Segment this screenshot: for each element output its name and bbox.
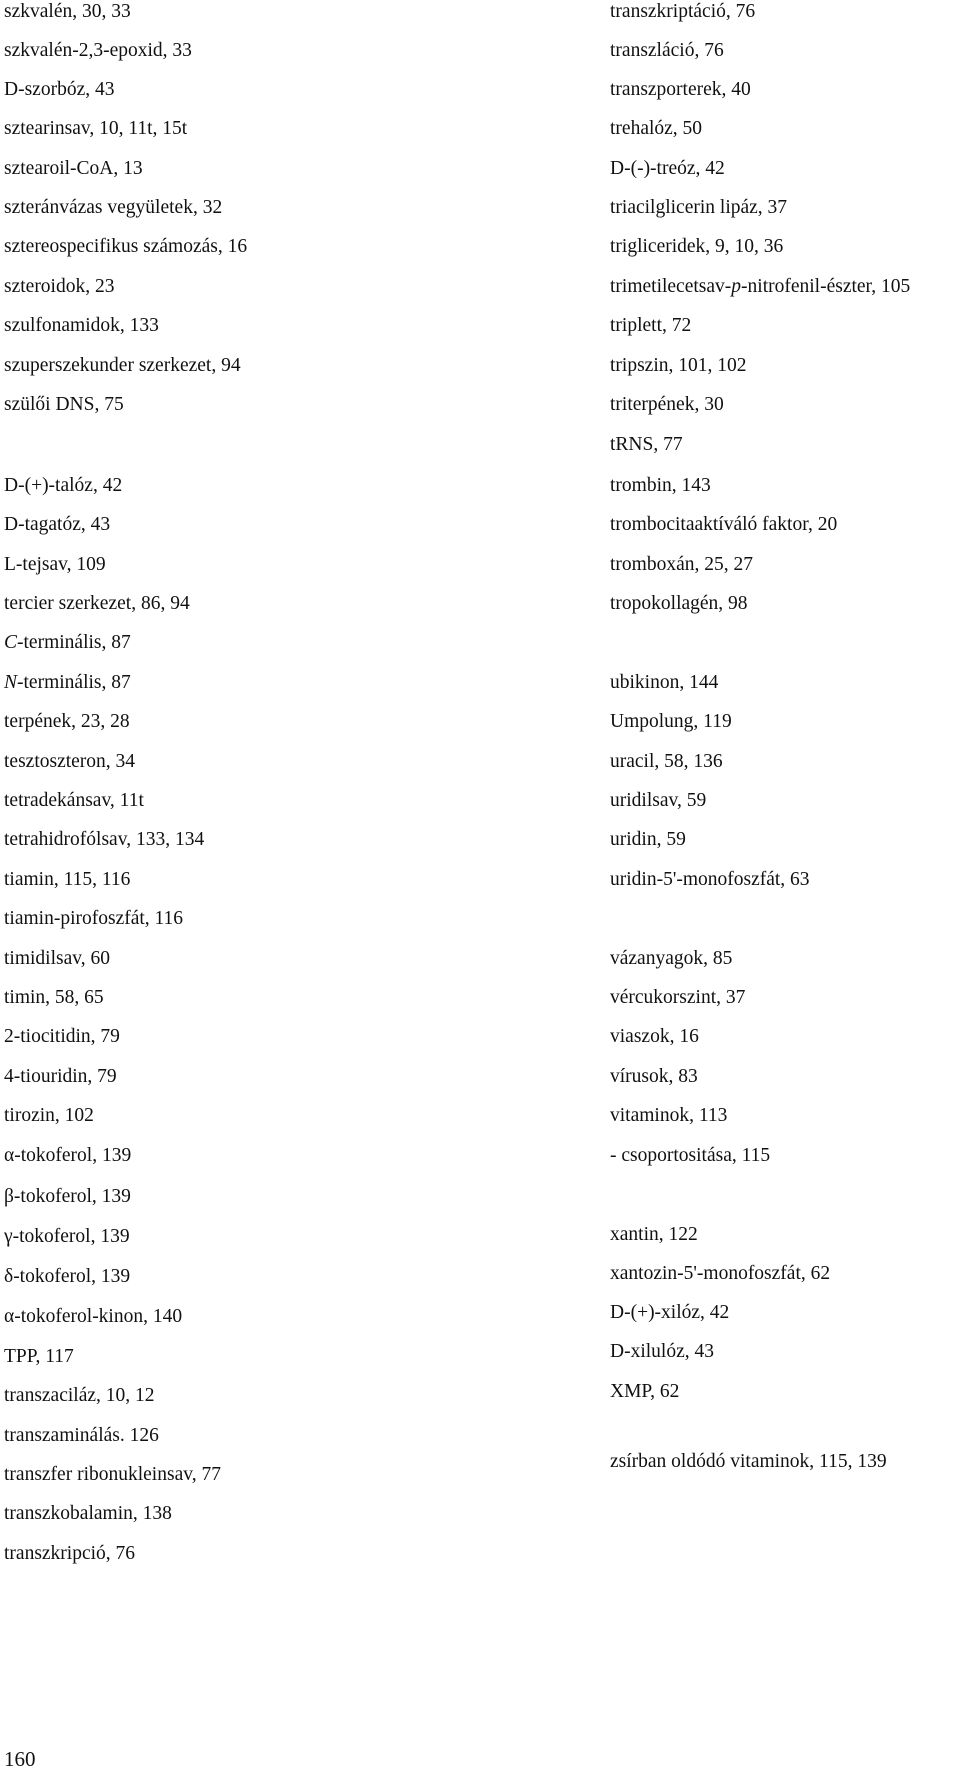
index-entry: transzláció, 76 (610, 40, 724, 61)
index-entry: D-szorbóz, 43 (4, 79, 115, 100)
index-entry: TPP, 117 (4, 1346, 74, 1367)
index-entry: 2-tiocitidin, 79 (4, 1026, 120, 1047)
index-entry: tropokollagén, 98 (610, 593, 748, 614)
index-entry: sztearinsav, 10, 11t, 15t (4, 118, 188, 139)
index-entry: sztearoil-CoA, 13 (4, 158, 143, 179)
italic-prefix: p (731, 276, 742, 297)
index-entry: tromboxán, 25, 27 (610, 554, 753, 575)
index-entry: tiamin-pirofoszfát, 116 (4, 908, 184, 929)
index-entry: tRNS, 77 (610, 434, 683, 455)
index-entry: szülői DNS, 75 (4, 394, 124, 415)
index-entry: szulfonamidok, 133 (4, 315, 159, 336)
index-entry: 4-tiouridin, 79 (4, 1066, 117, 1087)
index-entry: szteránvázas vegyületek, 32 (4, 197, 223, 218)
index-entry: transzaciláz, 10, 12 (4, 1385, 155, 1406)
index-entry: D-(-)-treóz, 42 (610, 158, 725, 179)
index-entry: Umpolung, 119 (610, 711, 732, 732)
index-entry: triplett, 72 (610, 315, 692, 336)
index-entry: triacilglicerin lipáz, 37 (610, 197, 788, 218)
index-entry: uracil, 58, 136 (610, 751, 723, 772)
index-entry: transzkripció, 76 (4, 1543, 136, 1564)
index-entry: tercier szerkezet, 86, 94 (4, 593, 190, 614)
index-entry: zsírban oldódó vitaminok, 115, 139 (610, 1451, 887, 1472)
index-entry: szkvalén-2,3-epoxid, 33 (4, 40, 192, 61)
index-entry: D-(+)-xilóz, 42 (610, 1302, 730, 1323)
index-entry: vitaminok, 113 (610, 1105, 728, 1126)
index-entry-trimetilecetsav: trimetilecetsav-p-nitrofenil-észter, 105 (610, 276, 911, 297)
index-entry: tiamin, 115, 116 (4, 869, 131, 890)
index-entry: tripszin, 101, 102 (610, 355, 747, 376)
index-entry-c-terminalis (4, 631, 131, 655)
italic-prefix: N (4, 672, 18, 693)
index-entry: γ-tokoferol, 139 (4, 1226, 130, 1247)
index-entry: ubikinon, 144 (610, 672, 719, 693)
index-entry: tetrahidrofólsav, 133, 134 (4, 829, 205, 850)
index-entry: tetradekánsav, 11t (4, 790, 144, 811)
index-entry: uridilsav, 59 (610, 790, 707, 811)
index-entry: trigliceridek, 9, 10, 36 (610, 236, 784, 257)
italic-prefix: C (4, 632, 18, 653)
index-entry: D-tagatóz, 43 (4, 514, 111, 535)
index-entry-n-terminalis (4, 671, 131, 695)
index-entry: xantozin-5'-monofoszfát, 62 (610, 1263, 831, 1284)
index-entry: uridin, 59 (610, 829, 686, 850)
page-number: 160 (4, 1747, 36, 1771)
index-entry: XMP, 62 (610, 1381, 680, 1402)
index-entry: L-tejsav, 109 (4, 554, 106, 575)
index-entry: timin, 58, 65 (4, 987, 104, 1008)
index-entry: vércukorszint, 37 (610, 987, 746, 1008)
index-entry: β-tokoferol, 139 (4, 1186, 131, 1207)
index-entry: D-(+)-talóz, 42 (4, 475, 123, 496)
index-entry: D-xilulóz, 43 (610, 1341, 714, 1362)
index-entry: tesztoszteron, 34 (4, 751, 136, 772)
index-entry: transzkobalamin, 138 (4, 1503, 172, 1524)
index-entry: timidilsav, 60 (4, 948, 110, 969)
index-entry: xantin, 122 (610, 1224, 698, 1245)
entry-rest: -terminális, 87 (17, 672, 131, 693)
index-entry: szteroidok, 23 (4, 276, 115, 297)
index-entry: viaszok, 16 (610, 1026, 699, 1047)
index-entry: tirozin, 102 (4, 1105, 94, 1126)
index-entry: α-tokoferol, 139 (4, 1145, 132, 1166)
index-entry: vírusok, 83 (610, 1066, 698, 1087)
index-entry: vázanyagok, 85 (610, 948, 733, 969)
index-entry: triterpének, 30 (610, 394, 724, 415)
index-entry: transzaminálás. 126 (4, 1425, 159, 1446)
entry-rest: -terminális, 87 (17, 632, 131, 653)
index-entry: δ-tokoferol, 139 (4, 1266, 131, 1287)
index-entry: trombocitaaktíváló faktor, 20 (610, 514, 838, 535)
index-entry: transzfer ribonukleinsav, 77 (4, 1464, 221, 1485)
index-entry: transzporterek, 40 (610, 79, 751, 100)
index-entry: α-tokoferol-kinon, 140 (4, 1306, 183, 1327)
index-entry: szuperszekunder szerkezet, 94 (4, 355, 241, 376)
index-entry: transzkriptáció, 76 (610, 1, 756, 22)
index-entry: - csoportositása, 115 (610, 1145, 771, 1166)
index-entry: sztereospecifikus számozás, 16 (4, 236, 248, 257)
index-entry: szkvalén, 30, 33 (4, 1, 131, 22)
index-entry: trehalóz, 50 (610, 118, 703, 139)
index-entry: uridin-5'-monofoszfát, 63 (610, 869, 810, 890)
index-entry: trombin, 143 (610, 475, 711, 496)
index-entry: terpének, 23, 28 (4, 711, 130, 732)
